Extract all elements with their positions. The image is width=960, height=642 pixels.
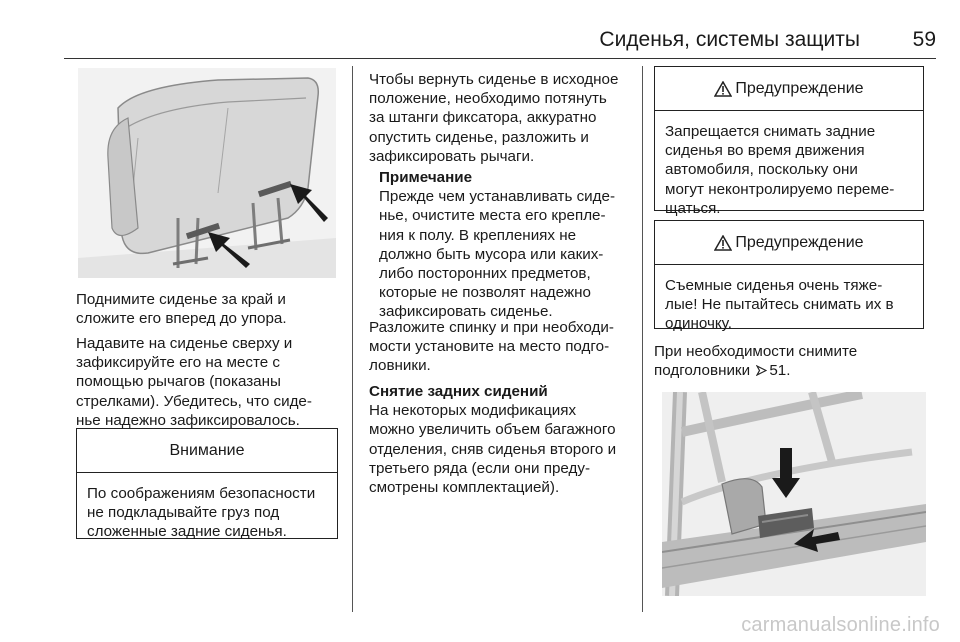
caution-text (77, 473, 337, 542)
text-line: Прежде чем устанавливать сиде- (379, 188, 616, 206)
note-title: Примечание (379, 169, 473, 186)
note-block (379, 168, 641, 322)
text-line: нье, очистите места его крепле- (379, 207, 606, 225)
text-line: помощью рычагов (показаны (76, 373, 281, 391)
warning-text (655, 265, 923, 334)
paragraph-headrests (654, 342, 934, 380)
folded-seat-drawing (78, 68, 336, 278)
text-line: либо посторонних предметов, (379, 265, 591, 283)
watermark: carmanualsonline.info (741, 614, 940, 636)
text-line: одиночку. (665, 315, 732, 333)
text-line: сиденья во время движения (665, 142, 865, 160)
warning-title (655, 221, 923, 265)
text-line: можно увеличить объем багажного (369, 421, 616, 439)
text-line: лые! Не пытайтесь снимать их в (665, 296, 894, 314)
text-line: Запрещается снимать задние (665, 123, 876, 140)
column-divider (352, 66, 353, 612)
text-line: Разложите спинку и при необходи- (369, 319, 614, 336)
warning-triangle-icon (714, 235, 732, 251)
text-line: за штанги фиксатора, аккуратно (369, 109, 597, 127)
text-line: сложенные задние сиденья. (87, 523, 287, 541)
warning-title (655, 67, 923, 111)
text-line: которые не позволят надежно (379, 284, 591, 302)
paragraph-press-seat (76, 334, 348, 430)
paragraph-lift-seat (76, 290, 348, 328)
warning-text (655, 111, 923, 218)
text-line: могут неконтролируемо переме- (665, 180, 895, 198)
text-fragment: подголовники (654, 362, 751, 380)
warning-title-text: Предупреждение (735, 233, 864, 251)
page-title: Сиденья, системы защиты (599, 28, 860, 51)
text-line: При необходимости снимите (654, 343, 858, 360)
column-divider (642, 66, 643, 612)
text-line: По соображениям безопасности (87, 485, 316, 502)
text-line: должно быть мусора или каких- (379, 245, 604, 263)
page-reference-link[interactable] (754, 362, 790, 379)
caution-box (76, 428, 338, 539)
text-line: не подкладывайте груз под (87, 504, 280, 522)
page-number: 59 (912, 28, 936, 51)
header-rule (64, 58, 936, 59)
text-line: нье надежно зафиксировалось. (76, 411, 300, 429)
text-line: Съемные сиденья очень тяже- (665, 277, 883, 294)
seat-rail-drawing (662, 392, 926, 596)
seat-rail-illustration (662, 392, 926, 596)
text-line: На некоторых модификациях (369, 402, 577, 420)
text-line: ловники. (369, 357, 431, 375)
text-line: отделения, сняв сиденья второго и (369, 440, 617, 458)
text-line: зафиксируйте его на месте с (76, 354, 280, 372)
text-line: сложите его вперед до упора. (76, 310, 287, 328)
text-line: зафиксировать рычаги. (369, 147, 535, 165)
folded-seat-illustration (78, 68, 336, 278)
text-line: стрелками). Убедитесь, что сиде- (76, 392, 312, 410)
text-line: Поднимите сиденье за край и (76, 291, 286, 308)
paragraph-backrest (369, 318, 641, 376)
text-line: Чтобы вернуть сиденье в исходное (369, 71, 619, 88)
warning-title-text: Предупреждение (735, 79, 864, 97)
paragraph-return-seat (369, 70, 641, 166)
warning-triangle-icon (714, 81, 732, 97)
section-title: Снятие задних сидений (369, 383, 548, 400)
page-reference-number: 51. (769, 362, 791, 380)
section-remove-seats (369, 382, 641, 497)
text-line: мости установите на место подго- (369, 338, 610, 356)
warning-box-heavy (654, 220, 924, 333)
text-line: ния к полу. В креплениях не (379, 226, 577, 244)
caution-title: Внимание (77, 429, 337, 473)
warning-box-driving (654, 66, 924, 217)
text-line: Надавите на сиденье сверху и (76, 335, 293, 352)
text-line: третьего ряда (если они преду- (369, 459, 591, 477)
text-line: зафиксировать сиденье. (379, 303, 553, 321)
reference-arrow-icon (756, 365, 767, 376)
text-line: щаться. (665, 199, 721, 217)
text-line: опустить сиденье, разложить и (369, 128, 589, 146)
text-line: автомобиля, поскольку они (665, 161, 858, 179)
text-line: смотрены комплектацией). (369, 479, 560, 497)
text-line (654, 361, 934, 380)
text-line: положение, необходимо потянуть (369, 90, 607, 108)
